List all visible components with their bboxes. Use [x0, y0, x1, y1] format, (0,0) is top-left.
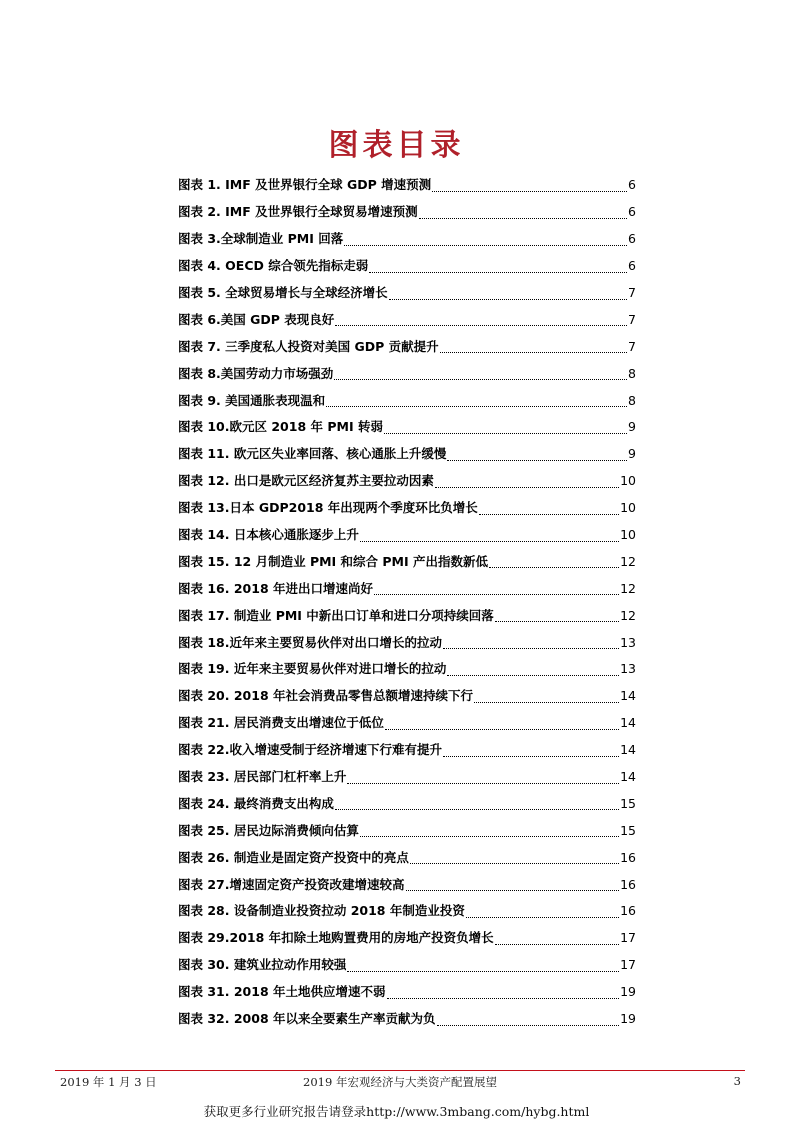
toc-entry-label: 图表 4. OECD 综合领先指标走弱: [178, 258, 369, 274]
dot-leader: [387, 984, 620, 999]
toc-entry[interactable]: [178, 629, 636, 656]
dot-leader: [479, 500, 619, 515]
toc-entry-page: 9: [628, 446, 636, 462]
toc-entry-page: 17: [620, 957, 636, 973]
dot-leader: [443, 742, 619, 757]
footer-document-title: 2019 年宏观经济与大类资产配置展望: [303, 1075, 497, 1089]
toc-entry-label: 图表 17. 制造业 PMI 中新出口订单和进口分项持续回落: [178, 607, 494, 623]
dot-leader: [326, 392, 627, 407]
toc-entry-page: 14: [620, 769, 636, 785]
toc-entry-label: 图表 27.增速固定资产投资改建增速较高: [178, 876, 405, 892]
toc-entry-page: 19: [620, 1011, 636, 1027]
toc-entry-page: 6: [628, 258, 636, 274]
toc-entry[interactable]: [178, 710, 636, 737]
dot-leader: [389, 285, 627, 300]
table-of-figures: [178, 172, 636, 1033]
dot-leader: [489, 553, 619, 568]
dot-leader: [360, 822, 619, 837]
toc-entry-page: 8: [628, 365, 636, 381]
toc-entry[interactable]: [178, 387, 636, 414]
toc-entry[interactable]: [178, 925, 636, 952]
dot-leader: [369, 258, 627, 273]
toc-entry-page: 6: [628, 204, 636, 220]
dot-leader: [384, 419, 627, 434]
toc-entry-label: 图表 21. 居民消费支出增速位于低位: [178, 715, 384, 731]
toc-entry[interactable]: [178, 602, 636, 629]
toc-entry-label: 图表 22.收入增速受制于经济增速下行难有提升: [178, 742, 442, 758]
toc-entry-label: 图表 28. 设备制造业投资拉动 2018 年制造业投资: [178, 903, 465, 919]
toc-entry[interactable]: [178, 656, 636, 683]
toc-entry-label: 图表 25. 居民边际消费倾向估算: [178, 822, 359, 838]
toc-entry-label: 图表 10.欧元区 2018 年 PMI 转弱: [178, 419, 383, 435]
dot-leader: [474, 688, 619, 703]
toc-entry-label: 图表 12. 出口是欧元区经济复苏主要拉动因素: [178, 473, 434, 489]
toc-entry-label: 图表 3.全球制造业 PMI 回落: [178, 231, 344, 247]
toc-entry[interactable]: [178, 817, 636, 844]
toc-entry-page: 19: [620, 984, 636, 1000]
dot-leader: [410, 849, 619, 864]
toc-entry[interactable]: [178, 226, 636, 253]
footer-rule: [55, 1070, 745, 1071]
toc-entry-label: 图表 8.美国劳动力市场强劲: [178, 365, 334, 381]
dot-leader: [385, 715, 619, 730]
toc-entry-label: 图表 1. IMF 及世界银行全球 GDP 增速预测: [178, 177, 432, 193]
toc-entry-page: 8: [628, 392, 636, 408]
toc-entry-label: 图表 14. 日本核心通胀逐步上升: [178, 527, 359, 543]
toc-entry[interactable]: [178, 441, 636, 468]
dot-leader: [335, 795, 619, 810]
dot-leader: [432, 177, 627, 192]
toc-entry-label: 图表 26. 制造业是固定资产投资中的亮点: [178, 849, 409, 865]
toc-entry-label: 图表 30. 建筑业拉动作用较强: [178, 957, 347, 973]
toc-entry-page: 6: [628, 177, 636, 193]
toc-entry-page: 17: [620, 930, 636, 946]
footer-date: 2019 年 1 月 3 日: [60, 1075, 157, 1089]
toc-entry-label: 图表 18.近年来主要贸易伙伴对出口增长的拉动: [178, 634, 442, 650]
toc-entry-page: 12: [620, 607, 636, 623]
toc-entry-label: 图表 24. 最终消费支出构成: [178, 795, 334, 811]
toc-entry[interactable]: [178, 1006, 636, 1033]
toc-entry-page: 14: [620, 715, 636, 731]
dot-leader: [466, 903, 619, 918]
toc-entry[interactable]: [178, 360, 636, 387]
toc-entry-page: 14: [620, 688, 636, 704]
toc-entry-page: 10: [620, 500, 636, 516]
toc-entry-page: 14: [620, 742, 636, 758]
toc-entry-label: 图表 5. 全球贸易增长与全球经济增长: [178, 285, 388, 300]
dot-leader: [334, 365, 627, 380]
toc-entry-page: 16: [620, 849, 636, 865]
toc-entry[interactable]: [178, 790, 636, 817]
toc-entry-label: 图表 15. 12 月制造业 PMI 和综合 PMI 产出指数新低: [178, 553, 489, 569]
toc-entry-label: 图表 23. 居民部门杠杆率上升: [178, 769, 347, 785]
toc-entry[interactable]: [178, 871, 636, 898]
toc-entry[interactable]: [178, 468, 636, 495]
toc-entry-page: 7: [628, 338, 636, 354]
toc-entry-label: 图表 20. 2018 年社会消费品零售总额增速持续下行: [178, 688, 473, 704]
toc-entry[interactable]: [178, 306, 636, 333]
toc-entry-label: 图表 19. 近年来主要贸易伙伴对进口增长的拉动: [178, 661, 447, 677]
toc-entry[interactable]: [178, 522, 636, 549]
toc-entry[interactable]: [178, 253, 636, 280]
toc-entry-page: 7: [628, 285, 636, 300]
page-footer: [55, 1074, 745, 1092]
toc-entry[interactable]: [178, 844, 636, 871]
toc-entry[interactable]: [178, 333, 636, 360]
toc-entry-page: 10: [620, 527, 636, 543]
dot-leader: [447, 661, 619, 676]
toc-entry[interactable]: [178, 898, 636, 925]
toc-entry[interactable]: [178, 979, 636, 1006]
dot-leader: [347, 957, 619, 972]
toc-entry-label: 图表 31. 2018 年土地供应增速不弱: [178, 984, 386, 1000]
dot-leader: [495, 607, 619, 622]
dot-leader: [495, 930, 619, 945]
dot-leader: [443, 634, 619, 649]
toc-entry[interactable]: [178, 280, 636, 307]
toc-entry-label: 图表 16. 2018 年进出口增速尚好: [178, 580, 373, 596]
toc-entry-label: 图表 11. 欧元区失业率回落、核心通胀上升缓慢: [178, 446, 447, 462]
toc-entry-label: 图表 9. 美国通胀表现温和: [178, 392, 326, 408]
toc-entry-page: 13: [620, 634, 636, 650]
toc-entry-page: 15: [620, 822, 636, 838]
toc-entry[interactable]: [178, 548, 636, 575]
dot-leader: [360, 527, 619, 542]
promo-link-text[interactable]: 获取更多行业研究报告请登录http://www.3mbang.com/hybg.html: [203, 1104, 590, 1119]
toc-entry-page: 16: [620, 876, 636, 892]
dot-leader: [406, 876, 620, 891]
toc-entry-page: 7: [628, 311, 636, 327]
toc-entry-page: 9: [628, 419, 636, 435]
dot-leader: [347, 769, 619, 784]
dot-leader: [419, 204, 627, 219]
dot-leader: [440, 338, 627, 353]
toc-entry[interactable]: [178, 199, 636, 226]
toc-entry[interactable]: [178, 952, 636, 979]
dot-leader: [447, 446, 627, 461]
toc-entry[interactable]: [178, 414, 636, 441]
toc-entry[interactable]: [178, 495, 636, 522]
dot-leader: [437, 1011, 620, 1026]
toc-entry-label: 图表 6.美国 GDP 表现良好: [178, 311, 335, 327]
dot-leader: [344, 231, 627, 246]
toc-entry-page: 6: [628, 231, 636, 247]
toc-entry-label: 图表 29.2018 年扣除土地购置费用的房地产投资负增长: [178, 930, 494, 946]
toc-entry[interactable]: [178, 683, 636, 710]
toc-entry-label: 图表 32. 2008 年以来全要素生产率贡献为负: [178, 1011, 436, 1027]
toc-entry[interactable]: [178, 575, 636, 602]
toc-entry-page: 12: [620, 580, 636, 596]
page-title: 图表目录: [328, 128, 465, 163]
dot-leader: [374, 580, 619, 595]
toc-entry-label: 图表 7. 三季度私人投资对美国 GDP 贡献提升: [178, 338, 439, 354]
toc-entry-page: 13: [620, 661, 636, 677]
toc-entry-page: 15: [620, 795, 636, 811]
toc-entry-page: 16: [620, 903, 636, 919]
footer-page-number: 3: [733, 1074, 741, 1088]
toc-entry-page: 10: [620, 473, 636, 489]
toc-entry-label: 图表 2. IMF 及世界银行全球贸易增速预测: [178, 204, 418, 220]
toc-entry-label: 图表 13.日本 GDP2018 年出现两个季度环比负增长: [178, 500, 478, 516]
toc-entry-page: 12: [620, 553, 636, 569]
toc-entry[interactable]: [178, 737, 636, 764]
dot-leader: [435, 473, 619, 488]
toc-entry[interactable]: [178, 764, 636, 791]
toc-entry[interactable]: [178, 172, 636, 199]
dot-leader: [335, 311, 627, 326]
